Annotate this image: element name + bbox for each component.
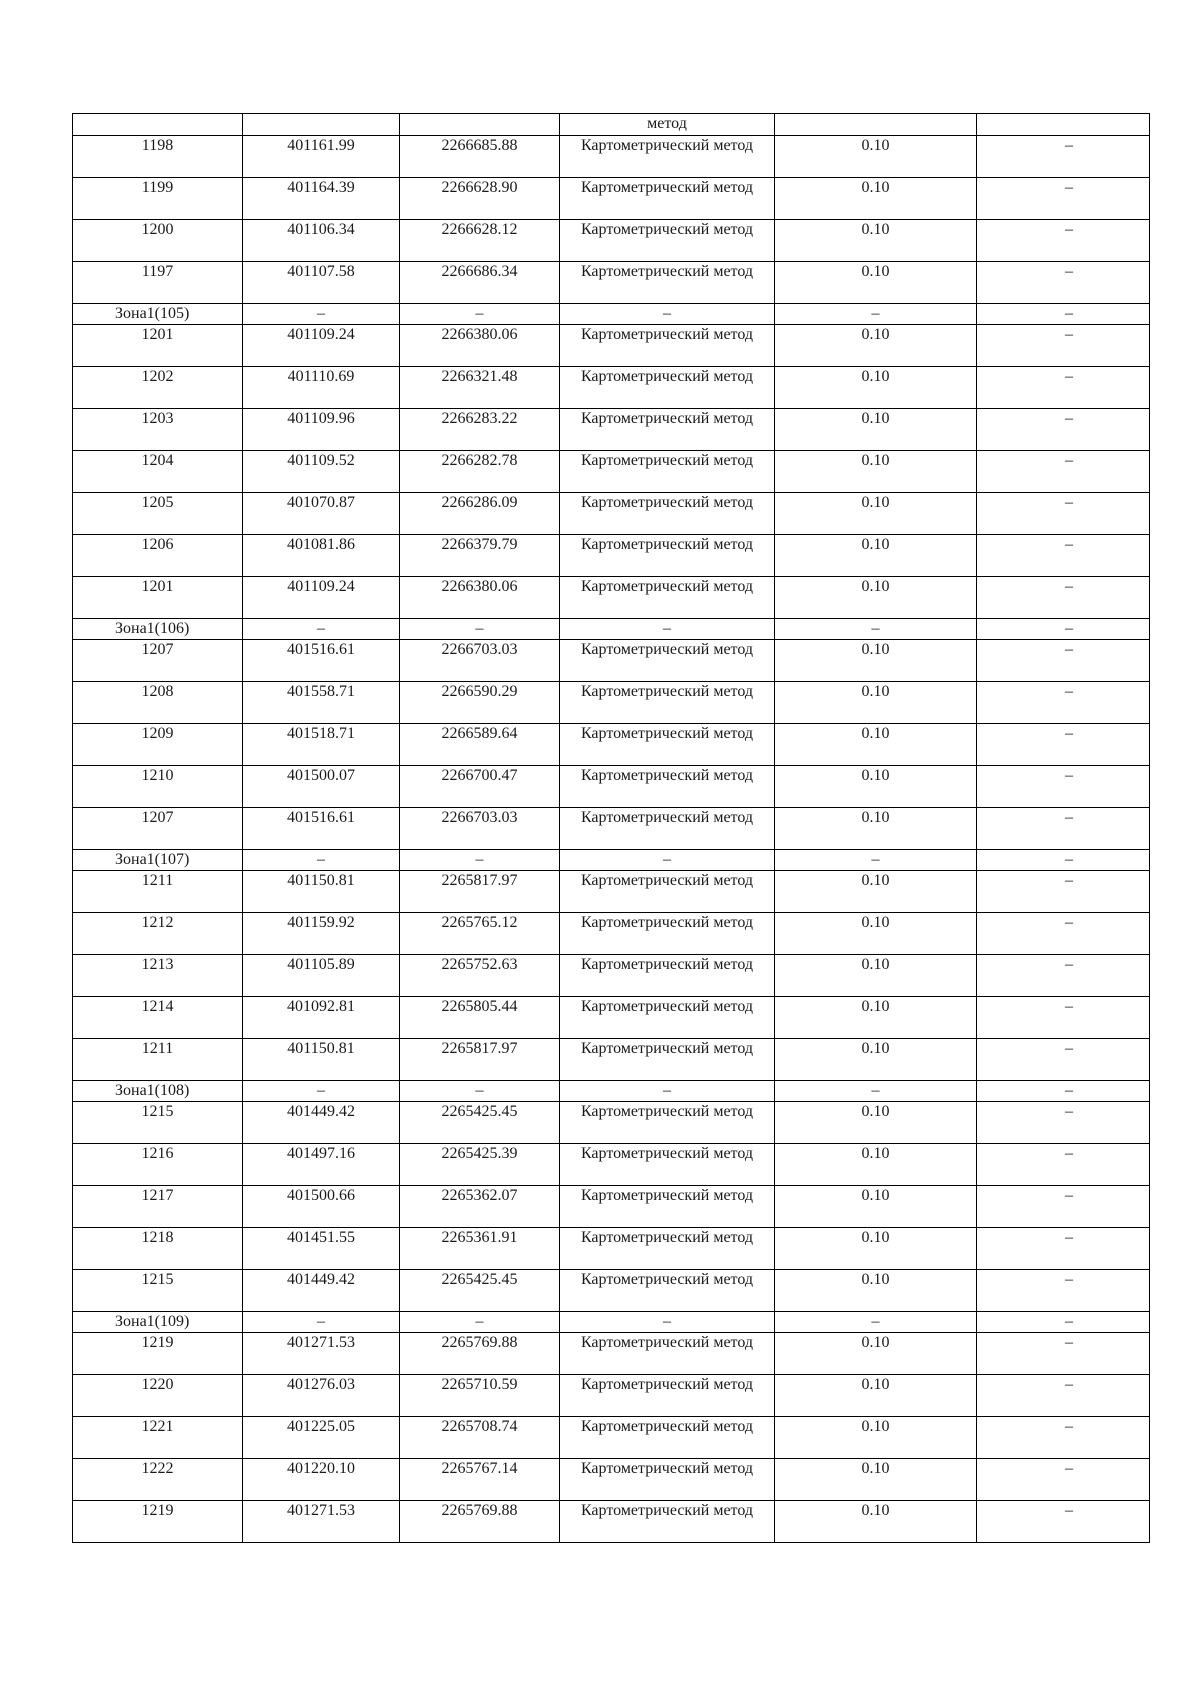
note-cell: – [977,220,1150,262]
x-coordinate-cell: 401070.87 [243,493,400,535]
error-cell: 0.10 [775,1417,977,1459]
table-row [73,451,1150,493]
table-row [73,997,1150,1039]
x-coordinate-cell: 401516.61 [243,808,400,850]
method-cell: Картометрический метод [560,1501,775,1543]
table-row [73,136,1150,178]
y-coordinate-cell: 2265425.45 [400,1270,560,1312]
x-coordinate-cell: 401107.58 [243,262,400,304]
error-cell [775,114,977,136]
method-cell: Картометрический метод [560,1102,775,1144]
point-number-cell: 1217 [73,1186,243,1228]
note-cell: – [977,493,1150,535]
y-coordinate-cell: 2265767.14 [400,1459,560,1501]
x-coordinate-cell: 401110.69 [243,367,400,409]
point-number-cell: 1208 [73,682,243,724]
note-cell: – [977,1186,1150,1228]
error-cell: – [775,619,977,640]
zone-row [73,850,1150,871]
zone-row [73,1312,1150,1333]
x-coordinate-cell: 401276.03 [243,1375,400,1417]
table-row [73,1228,1150,1270]
point-number-cell: 1211 [73,871,243,913]
note-cell: – [977,724,1150,766]
point-number-cell: 1200 [73,220,243,262]
error-cell: 0.10 [775,262,977,304]
y-coordinate-cell: 2265817.97 [400,871,560,913]
error-cell: – [775,304,977,325]
x-coordinate-cell: 401500.66 [243,1186,400,1228]
y-coordinate-cell: 2266628.12 [400,220,560,262]
point-number-cell: 1212 [73,913,243,955]
method-cell: Картометрический метод [560,1186,775,1228]
note-cell: – [977,577,1150,619]
note-cell: – [977,1102,1150,1144]
zone-row [73,304,1150,325]
y-coordinate-cell: 2265708.74 [400,1417,560,1459]
table-row [73,1375,1150,1417]
x-coordinate-cell: – [243,1081,400,1102]
note-cell: – [977,871,1150,913]
note-cell: – [977,1081,1150,1102]
point-number-cell: 1203 [73,409,243,451]
table-row [73,262,1150,304]
table-row [73,577,1150,619]
note-cell: – [977,451,1150,493]
error-cell: 0.10 [775,325,977,367]
note-cell: – [977,304,1150,325]
table-row [73,1459,1150,1501]
x-coordinate-cell: 401109.96 [243,409,400,451]
method-cell: – [560,619,775,640]
x-coordinate-cell [243,114,400,136]
point-number-cell: 1219 [73,1333,243,1375]
method-cell: Картометрический метод [560,766,775,808]
y-coordinate-cell: 2265765.12 [400,913,560,955]
point-number-cell: 1205 [73,493,243,535]
x-coordinate-cell: 401109.24 [243,325,400,367]
table-row [73,1102,1150,1144]
x-coordinate-cell: 401092.81 [243,997,400,1039]
note-cell: – [977,1501,1150,1543]
table-row [73,367,1150,409]
note-cell: – [977,682,1150,724]
note-cell: – [977,850,1150,871]
y-coordinate-cell: 2265710.59 [400,1375,560,1417]
y-coordinate-cell: 2266283.22 [400,409,560,451]
y-coordinate-cell: – [400,850,560,871]
method-cell: Картометрический метод [560,640,775,682]
y-coordinate-cell: 2266703.03 [400,640,560,682]
point-number-cell: 1218 [73,1228,243,1270]
y-coordinate-cell: 2265769.88 [400,1501,560,1543]
point-number-cell: 1211 [73,1039,243,1081]
method-cell: Картометрический метод [560,1144,775,1186]
x-coordinate-cell: 401220.10 [243,1459,400,1501]
note-cell: – [977,1039,1150,1081]
x-coordinate-cell: – [243,1312,400,1333]
method-cell: Картометрический метод [560,262,775,304]
method-cell: – [560,304,775,325]
note-cell: – [977,1417,1150,1459]
y-coordinate-cell: 2265817.97 [400,1039,560,1081]
x-coordinate-cell: 401449.42 [243,1270,400,1312]
point-number-cell: 1197 [73,262,243,304]
x-coordinate-cell: 401081.86 [243,535,400,577]
error-cell: 0.10 [775,955,977,997]
error-cell: 0.10 [775,535,977,577]
x-coordinate-cell: – [243,850,400,871]
point-number-cell: 1207 [73,808,243,850]
note-cell: – [977,367,1150,409]
error-cell: 0.10 [775,913,977,955]
error-cell: – [775,1312,977,1333]
error-cell: 0.10 [775,871,977,913]
method-cell: Картометрический метод [560,955,775,997]
y-coordinate-cell: 2266685.88 [400,136,560,178]
x-coordinate-cell: 401516.61 [243,640,400,682]
error-cell: 0.10 [775,136,977,178]
method-cell: Картометрический метод [560,451,775,493]
table-row [73,1417,1150,1459]
table-row [73,1186,1150,1228]
method-cell: Картометрический метод [560,493,775,535]
x-coordinate-cell: 401159.92 [243,913,400,955]
x-coordinate-cell: 401106.34 [243,220,400,262]
table-row [73,1144,1150,1186]
x-coordinate-cell: 401558.71 [243,682,400,724]
x-coordinate-cell: 401500.07 [243,766,400,808]
x-coordinate-cell: 401150.81 [243,871,400,913]
y-coordinate-cell: 2266282.78 [400,451,560,493]
note-cell: – [977,409,1150,451]
x-coordinate-cell: 401161.99 [243,136,400,178]
method-cell: Картометрический метод [560,178,775,220]
table-row [73,808,1150,850]
y-coordinate-cell: 2265361.91 [400,1228,560,1270]
table-row [73,178,1150,220]
zone-label: Зона1(109) [73,1312,243,1333]
y-coordinate-cell: – [400,1312,560,1333]
point-number-cell [73,114,243,136]
y-coordinate-cell [400,114,560,136]
x-coordinate-cell: 401164.39 [243,178,400,220]
table-row [73,724,1150,766]
y-coordinate-cell: 2265425.39 [400,1144,560,1186]
y-coordinate-cell: 2265362.07 [400,1186,560,1228]
error-cell: 0.10 [775,808,977,850]
note-cell: – [977,1228,1150,1270]
method-cell: Картометрический метод [560,577,775,619]
table-row [73,640,1150,682]
method-cell: Картометрический метод [560,1375,775,1417]
x-coordinate-cell: 401271.53 [243,1501,400,1543]
x-coordinate-cell: 401518.71 [243,724,400,766]
error-cell: 0.10 [775,1186,977,1228]
y-coordinate-cell: 2266686.34 [400,262,560,304]
method-cell: Картометрический метод [560,871,775,913]
point-number-cell: 1201 [73,577,243,619]
y-coordinate-cell: 2266628.90 [400,178,560,220]
y-coordinate-cell: 2265425.45 [400,1102,560,1144]
point-number-cell: 1222 [73,1459,243,1501]
method-cell: Картометрический метод [560,367,775,409]
error-cell: 0.10 [775,640,977,682]
point-number-cell: 1219 [73,1501,243,1543]
x-coordinate-cell: 401109.24 [243,577,400,619]
method-cell: Картометрический метод [560,220,775,262]
error-cell: 0.10 [775,1228,977,1270]
point-number-cell: 1209 [73,724,243,766]
table-row [73,682,1150,724]
error-cell: 0.10 [775,1459,977,1501]
point-number-cell: 1220 [73,1375,243,1417]
table-body [73,114,1150,1543]
x-coordinate-cell: 401451.55 [243,1228,400,1270]
error-cell: 0.10 [775,178,977,220]
y-coordinate-cell: 2266380.06 [400,577,560,619]
method-cell: Картометрический метод [560,1459,775,1501]
note-cell: – [977,766,1150,808]
y-coordinate-cell: – [400,304,560,325]
zone-label: Зона1(105) [73,304,243,325]
note-cell: – [977,955,1150,997]
method-cell: Картометрический метод [560,724,775,766]
table-row [73,1501,1150,1543]
note-cell: – [977,178,1150,220]
y-coordinate-cell: 2265752.63 [400,955,560,997]
method-cell: Картометрический метод [560,1039,775,1081]
error-cell: 0.10 [775,724,977,766]
error-cell: 0.10 [775,997,977,1039]
y-coordinate-cell: 2265769.88 [400,1333,560,1375]
y-coordinate-cell: 2266321.48 [400,367,560,409]
x-coordinate-cell: 401150.81 [243,1039,400,1081]
table-row [73,955,1150,997]
table-row [73,1270,1150,1312]
error-cell: 0.10 [775,220,977,262]
note-cell: – [977,619,1150,640]
point-number-cell: 1204 [73,451,243,493]
error-cell: 0.10 [775,1375,977,1417]
note-cell: – [977,262,1150,304]
error-cell: 0.10 [775,451,977,493]
method-cell: Картометрический метод [560,808,775,850]
error-cell: 0.10 [775,409,977,451]
method-cell: Картометрический метод [560,682,775,724]
note-cell: – [977,1144,1150,1186]
y-coordinate-cell: 2266589.64 [400,724,560,766]
error-cell: 0.10 [775,577,977,619]
zone-row [73,619,1150,640]
method-cell: Картометрический метод [560,409,775,451]
method-cell: – [560,1081,775,1102]
note-cell: – [977,136,1150,178]
point-number-cell: 1210 [73,766,243,808]
point-number-cell: 1214 [73,997,243,1039]
y-coordinate-cell: 2266703.03 [400,808,560,850]
error-cell: 0.10 [775,1144,977,1186]
y-coordinate-cell: 2265805.44 [400,997,560,1039]
x-coordinate-cell: 401271.53 [243,1333,400,1375]
note-cell: – [977,325,1150,367]
method-cell: Картометрический метод [560,1333,775,1375]
method-cell: Картометрический метод [560,1270,775,1312]
zone-label: Зона1(106) [73,619,243,640]
table-row [73,1333,1150,1375]
error-cell: 0.10 [775,766,977,808]
zone-label: Зона1(107) [73,850,243,871]
note-cell: – [977,808,1150,850]
note-cell: – [977,1375,1150,1417]
error-cell: 0.10 [775,1333,977,1375]
point-number-cell: 1206 [73,535,243,577]
y-coordinate-cell: 2266379.79 [400,535,560,577]
table-row [73,913,1150,955]
y-coordinate-cell: 2266700.47 [400,766,560,808]
x-coordinate-cell: 401497.16 [243,1144,400,1186]
table-row [73,871,1150,913]
y-coordinate-cell: 2266590.29 [400,682,560,724]
method-cell: Картометрический метод [560,136,775,178]
y-coordinate-cell: 2266286.09 [400,493,560,535]
note-cell: – [977,1333,1150,1375]
y-coordinate-cell: 2266380.06 [400,325,560,367]
method-cell: Картометрический метод [560,1228,775,1270]
note-cell: – [977,1270,1150,1312]
point-number-cell: 1216 [73,1144,243,1186]
error-cell: 0.10 [775,682,977,724]
method-cell: – [560,1312,775,1333]
method-cell: Картометрический метод [560,997,775,1039]
method-cell: метод [560,114,775,136]
point-number-cell: 1199 [73,178,243,220]
x-coordinate-cell: – [243,304,400,325]
x-coordinate-cell: – [243,619,400,640]
note-cell [977,114,1150,136]
table-row-continuation [73,114,1150,136]
point-number-cell: 1202 [73,367,243,409]
table-row [73,766,1150,808]
point-number-cell: 1198 [73,136,243,178]
point-number-cell: 1215 [73,1102,243,1144]
table-row [73,535,1150,577]
error-cell: 0.10 [775,367,977,409]
table-row [73,409,1150,451]
x-coordinate-cell: 401225.05 [243,1417,400,1459]
zone-row [73,1081,1150,1102]
table-row [73,220,1150,262]
point-number-cell: 1213 [73,955,243,997]
method-cell: – [560,850,775,871]
note-cell: – [977,1459,1150,1501]
table-row [73,493,1150,535]
x-coordinate-cell: 401105.89 [243,955,400,997]
error-cell: 0.10 [775,1039,977,1081]
note-cell: – [977,1312,1150,1333]
table-row [73,325,1150,367]
zone-label: Зона1(108) [73,1081,243,1102]
point-number-cell: 1215 [73,1270,243,1312]
point-number-cell: 1207 [73,640,243,682]
error-cell: 0.10 [775,1270,977,1312]
error-cell: 0.10 [775,493,977,535]
note-cell: – [977,535,1150,577]
method-cell: Картометрический метод [560,325,775,367]
coordinates-table [72,113,1150,1543]
error-cell: – [775,1081,977,1102]
point-number-cell: 1201 [73,325,243,367]
method-cell: Картометрический метод [560,535,775,577]
method-cell: Картометрический метод [560,1417,775,1459]
y-coordinate-cell: – [400,1081,560,1102]
method-cell: Картометрический метод [560,913,775,955]
y-coordinate-cell: – [400,619,560,640]
note-cell: – [977,997,1150,1039]
error-cell: 0.10 [775,1501,977,1543]
x-coordinate-cell: 401109.52 [243,451,400,493]
error-cell: – [775,850,977,871]
note-cell: – [977,913,1150,955]
x-coordinate-cell: 401449.42 [243,1102,400,1144]
point-number-cell: 1221 [73,1417,243,1459]
note-cell: – [977,640,1150,682]
table-row [73,1039,1150,1081]
error-cell: 0.10 [775,1102,977,1144]
